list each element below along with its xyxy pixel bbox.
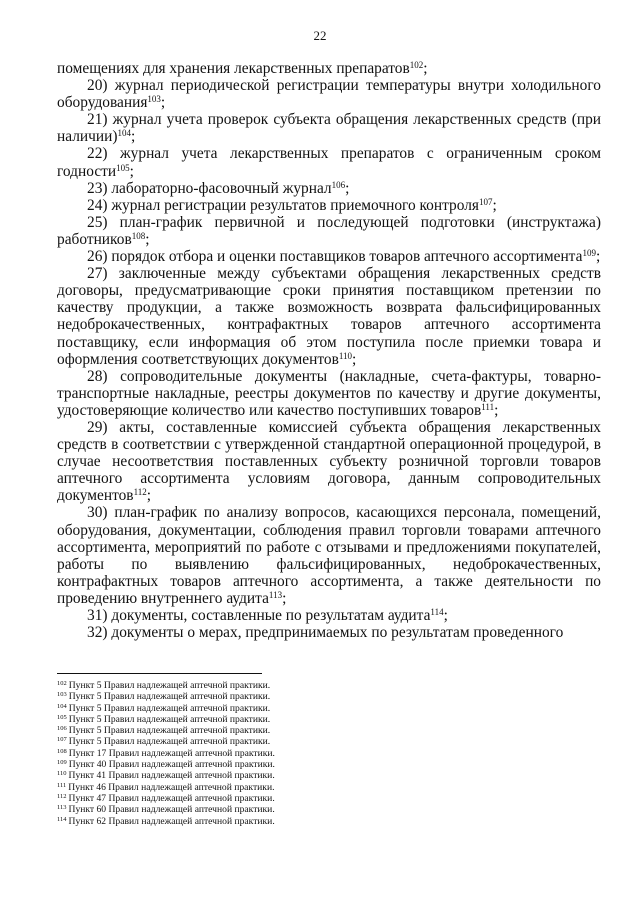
footnote: $^{110}$ Пункт 41 Правил надлежащей аптечной практики. [57,770,275,782]
footnote: $^{105}$ Пункт 5 Правил надлежащей аптечной практики. [57,713,271,725]
list-item: 32) документы о мерах, предпринимаемых по результатам проведенного [87,624,564,642]
footnote: $^{103}$ Пункт 5 Правил надлежащей аптечной практики. [57,691,271,703]
page-number: 22 [313,28,327,43]
list-item: 23) лабораторно-фасовочный журнал$^{106}$; [87,179,350,197]
footnote: $^{108}$ Пункт 17 Правил надлежащей аптечной практики. [57,747,275,759]
footnote-ref: 107 [478,196,493,207]
list-item: 24) журнал регистрации результатов приемочного контроля$^{107}$; [87,196,497,214]
footnote: $^{107}$ Пункт 5 Правил надлежащей аптечной практики. [57,736,271,748]
footnote-ref: 111 [481,401,495,412]
footnote-divider [57,673,262,674]
footnote-ref: 113 [268,589,283,600]
list-item: 28) сопроводительные документы (накладные, счета-фактуры, товарно-транспортные накладные, реестры документов по качеству и другие документы, удостоверяющие количество или качество поступивших товаров$^{111}$; [57,367,601,419]
footnote: $^{112}$ Пункт 47 Правил надлежащей аптечной практики. [57,792,275,804]
footnote-ref: 104 [117,128,131,139]
footnote-ref: 109 [582,248,596,259]
list-item: 21) журнал учета проверок субъекта обращения лекарственных средств (при наличии)$^{104}$; [57,111,601,146]
footnote-ref: 114 [430,607,444,617]
footnote: $^{106}$ Пункт 5 Правил надлежащей аптечной практики. [57,725,271,737]
footnote: $^{113}$ Пункт 60 Правил надлежащей аптечной практики. [57,804,275,816]
footnote: $^{111}$ Пункт 46 Правил надлежащей аптечной практики. [57,781,275,793]
list-item: 27) заключенные между субъектами обращения лекарственных средств договоры, предусматривающие сроки принятия поставщиком претензии по качеству продукции, а также возможность возврата фальсифицированных недоброкачественных, контрафактных товаров аптечного ассортимента поставщику, если информация об этом поступила после приемки товара и оформления соответствующих документов$^{110}$; [57,265,601,368]
footnote-ref: 102 [409,60,424,70]
list-item: 20) журнал периодической регистрации температуры внутри холодильного оборудования$^{103}$; [57,77,601,112]
footnote-ref: 103 [147,94,161,105]
list-item: 22) журнал учета лекарственных препаратов с ограниченным сроком годности$^{105}$; [57,145,601,180]
footnote-ref: 112 [133,487,147,498]
footnote-ref: 110 [338,350,353,361]
list-item: помещениях для хранения лекарственных препаратов$^{102}$; [57,60,428,77]
footnote-ref: 106 [331,179,346,190]
footnote: $^{109}$ Пункт 40 Правил надлежащей аптечной практики. [57,759,275,771]
list-item: 31) документы, составленные по результатам аудита$^{114}$; [87,607,448,624]
footnote: $^{114}$ Пункт 62 Правил надлежащей аптечной практики. [57,815,275,827]
footnotes [57,680,601,827]
list-item: 30) план-график по анализу вопросов, касающихся персонала, помещений, оборудования, документации, соблюдения правил торговли товарами аптечного ассортимента, мероприятий по работе с отзывами и предложениями покупателей, работы по выявлению фальсифицированных, недоброкачественных, контрафактных товаров аптечного ассортимента, а также деятельности по проведению внутреннего аудита$^{113}$; [57,504,601,607]
list-item: 26) порядок отбора и оценки поставщиков товаров аптечного ассортимента$^{109}$; [87,248,601,266]
footnote: $^{104}$ Пункт 5 Правил надлежащей аптечной практики. [57,702,271,714]
footnote: $^{102}$ Пункт 5 Правил надлежащей аптечной практики. [57,680,271,691]
footnote-ref: 108 [131,230,146,241]
list-item: 25) план-график первичной и последующей подготовки (инструктажа) работников$^{108}$; [57,213,601,248]
footnote-ref: 105 [116,162,130,173]
body-text [57,60,601,641]
list-item: 29) акты, составленные комиссией субъекта обращения лекарственных средств в соответствии с утвержденной стандартной операционной процедурой, в случае несоответствия поставленных субъекту розничной торговли товаров аптечного ассортимента условиям договора, данным сопроводительных документов$^{112}$; [57,418,601,505]
